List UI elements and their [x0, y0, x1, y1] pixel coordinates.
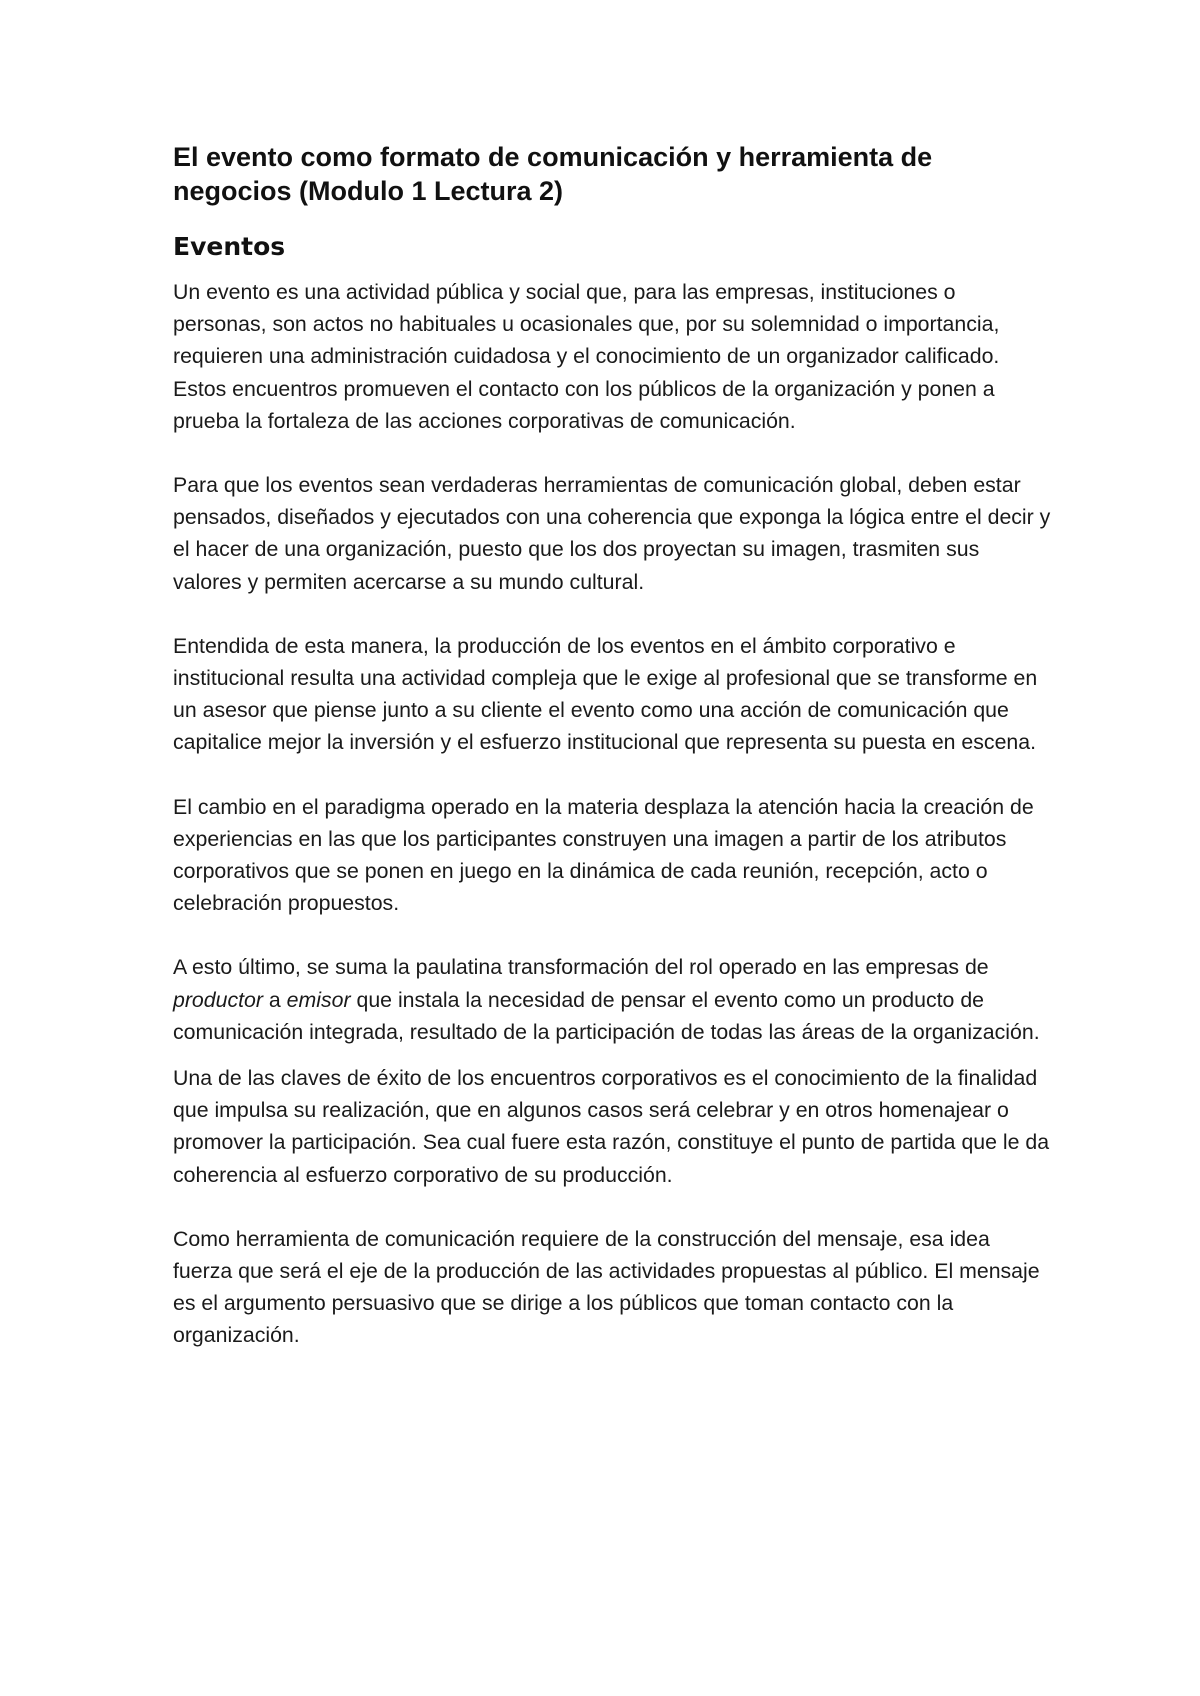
paragraph-5-emphasis-emisor: emisor [286, 987, 351, 1012]
document-title: El evento como formato de comunicación y herramienta de negocios (Modulo 1 Lectura 2) [173, 142, 933, 206]
document-page [173, 140, 1053, 1352]
paragraph-5 [173, 951, 1053, 1048]
paragraph-5-emphasis-productor: productor [173, 987, 263, 1012]
paragraph-5-text-end: que instala la necesidad de pensar el evento como un producto de comunicación integrada, resultado de la participación de todas las áreas de la organización. [173, 987, 1040, 1044]
paragraph-5-text-start: A esto último, se suma la paulatina transformación del rol operado en las empresas de [173, 955, 989, 980]
paragraph-1: Un evento es una actividad pública y social que, para las empresas, instituciones o personas, son actos no habituales u ocasionales que, por su solemnidad o importancia, requieren una administración cuidadosa y el conocimiento de un organizador calificado. Estos encuentros promueven el contacto con los públicos de la organización y ponen a prueba la fortaleza de las acciones corporativas de comunicación. [173, 280, 1000, 433]
paragraph-3: Entendida de esta manera, la producción de los eventos en el ámbito corporativo e institucional resulta una actividad compleja que le exige al profesional que se transforme en un asesor que piense junto a su cliente el evento como una acción de comunicación que capitalice mejor la inversión y el esfuerzo institucional que representa su puesta en escena. [173, 633, 1038, 755]
paragraph-6: Una de las claves de éxito de los encuentros corporativos es el conocimiento de la finalidad que impulsa su realización, que en algunos casos será celebrar y en otros homenajear o promover la participación. Sea cual fuere esta razón, constituye el punto de partida que le da coherencia al esfuerzo corporativo de su producción. [173, 1066, 1050, 1187]
paragraph-7: Como herramienta de comunicación requiere de la construcción del mensaje, esa idea fuerza que será el eje de la producción de las actividades propuestas al público. El mensaje es el argumento persuasivo que se dirige a los públicos que toman contacto con la organización. [173, 1226, 1040, 1348]
paragraph-5-text-middle: a [262, 987, 287, 1012]
paragraph-2: Para que los eventos sean verdaderas herramientas de comunicación global, deben estar pensados, diseñados y ejecutados con una coherencia que exponga la lógica entre el decir y el hacer de una organización, puesto que los dos proyectan su imagen, trasmiten sus valores y permiten acercarse a su mundo cultural. [173, 473, 1051, 594]
paragraph-4: El cambio en el paradigma operado en la materia desplaza la atención hacia la creación de experiencias en las que los participantes construyen una imagen a partir de los atributos corporativos que se ponen en juego en la dinámica de cada reunión, recepción, acto o celebración propuestos. [173, 794, 1034, 916]
section-heading: Eventos [173, 232, 286, 261]
